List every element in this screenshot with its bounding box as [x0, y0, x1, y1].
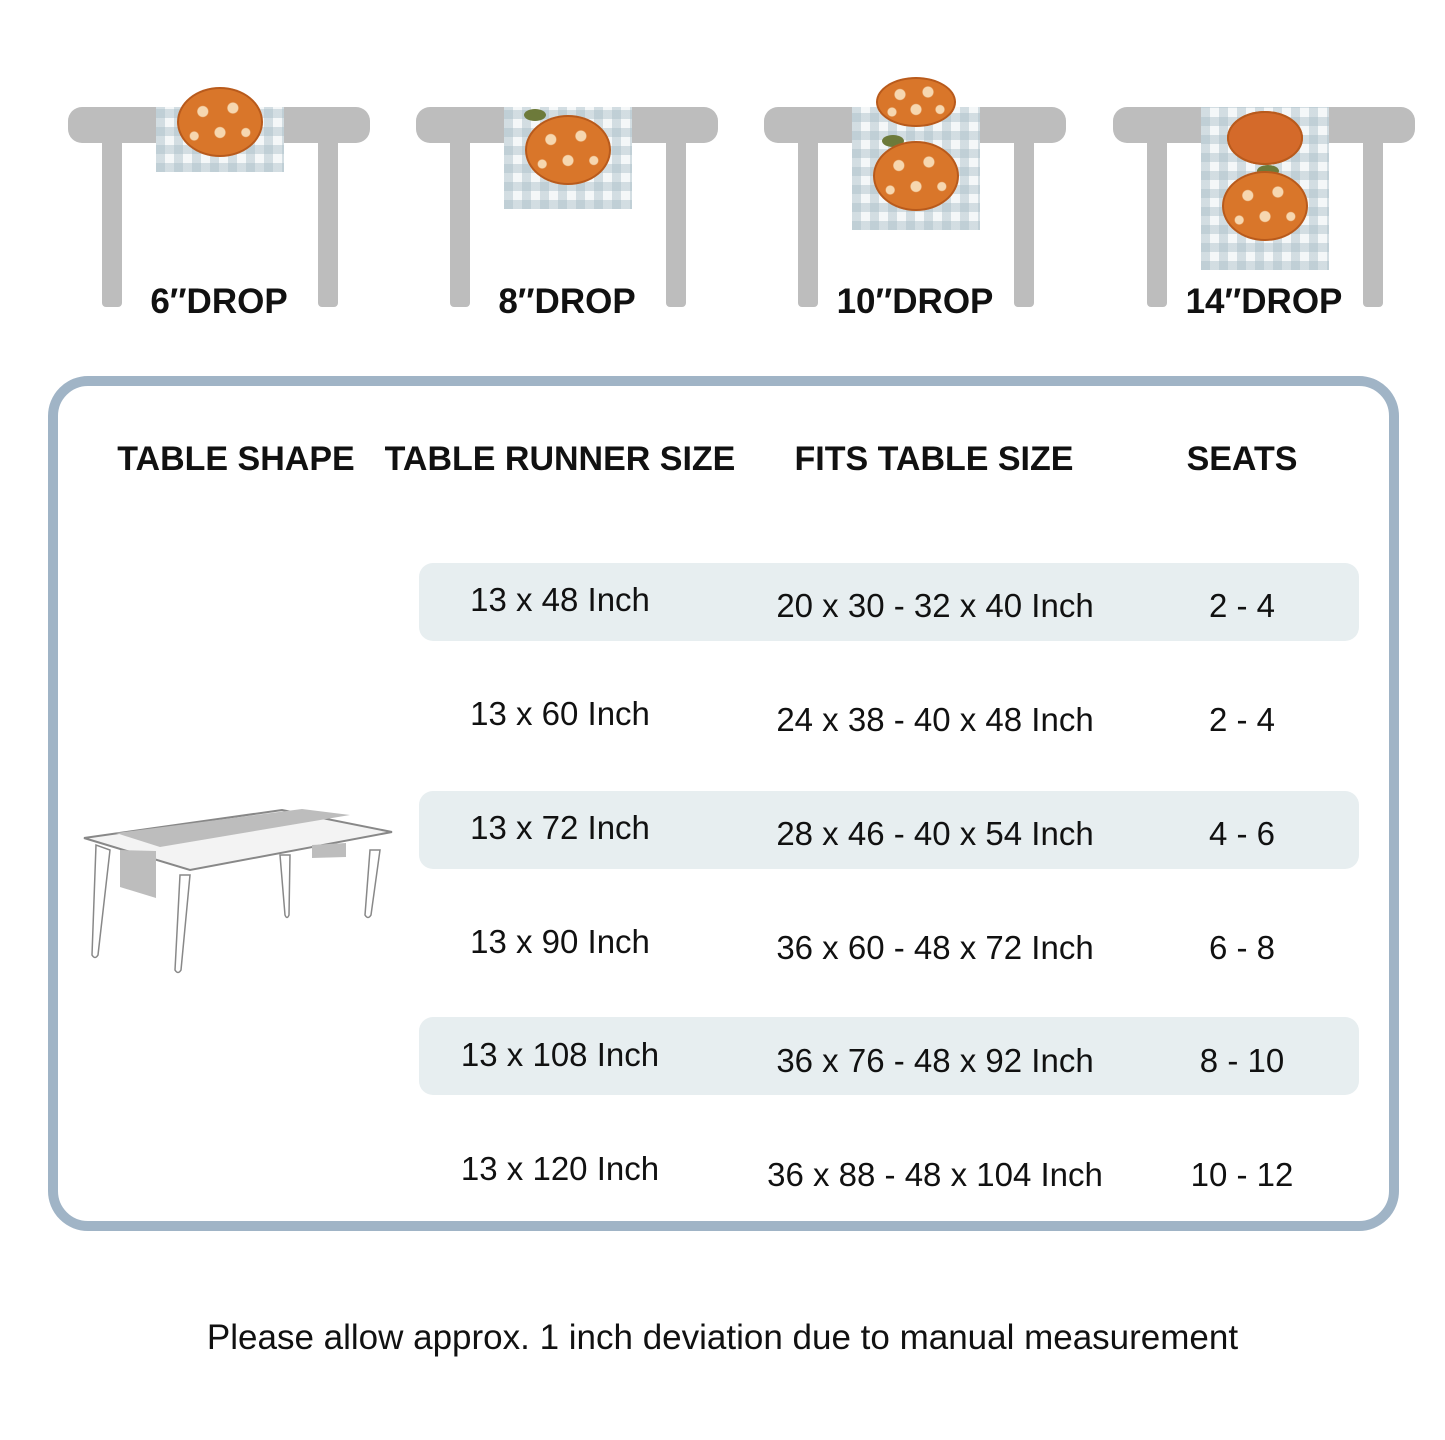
- pumpkin-icon: [1222, 171, 1308, 241]
- header-runner-size: TABLE RUNNER SIZE: [384, 440, 736, 478]
- seats: 8 - 10: [1199, 1042, 1285, 1079]
- runner-image: [852, 107, 980, 230]
- fits-table-size: 28 x 46 - 40 x 54 Inch: [776, 815, 1094, 852]
- pumpkin-icon: [873, 141, 959, 211]
- runner-size: 13 x 48 Inch: [470, 581, 650, 618]
- pumpkin-icon: [525, 115, 611, 185]
- runner-image: [504, 107, 632, 209]
- header-fits-table-size: FITS TABLE SIZE: [794, 440, 1074, 478]
- header-table-shape: TABLE SHAPE: [117, 440, 355, 478]
- runner-image: [156, 107, 284, 172]
- drop-label: 14″DROP: [1185, 282, 1343, 321]
- runner-size: 13 x 120 Inch: [460, 1150, 660, 1187]
- drop-label: 6″DROP: [150, 282, 288, 321]
- measurement-note: Please allow approx. 1 inch deviation due to manual measurement: [206, 1318, 1239, 1357]
- pumpkin-icon: [1227, 111, 1303, 165]
- pumpkin-icon: [177, 87, 263, 157]
- seats: 10 - 12: [1190, 1156, 1294, 1193]
- seats: 6 - 8: [1208, 929, 1276, 966]
- fits-table-size: 20 x 30 - 32 x 40 Inch: [776, 587, 1094, 624]
- runner-size: 13 x 90 Inch: [470, 923, 650, 960]
- leaf-icon: [524, 109, 546, 121]
- fits-table-size: 36 x 88 - 48 x 104 Inch: [767, 1156, 1103, 1193]
- runner-size: 13 x 108 Inch: [460, 1036, 660, 1073]
- rectangle-table-icon: [80, 805, 400, 980]
- drop-label: 8″DROP: [498, 282, 636, 321]
- seats: 4 - 6: [1208, 815, 1276, 852]
- seats: 2 - 4: [1208, 701, 1276, 738]
- runner-size: 13 x 60 Inch: [470, 695, 650, 732]
- seats: 2 - 4: [1208, 587, 1276, 624]
- fits-table-size: 24 x 38 - 40 x 48 Inch: [776, 701, 1094, 738]
- fits-table-size: 36 x 60 - 48 x 72 Inch: [776, 929, 1094, 966]
- runner-image: [1201, 107, 1329, 270]
- drop-label: 10″DROP: [836, 282, 994, 321]
- fits-table-size: 36 x 76 - 48 x 92 Inch: [776, 1042, 1094, 1079]
- pumpkin-icon: [876, 77, 956, 127]
- runner-size: 13 x 72 Inch: [470, 809, 650, 846]
- header-seats: SEATS: [1186, 440, 1298, 478]
